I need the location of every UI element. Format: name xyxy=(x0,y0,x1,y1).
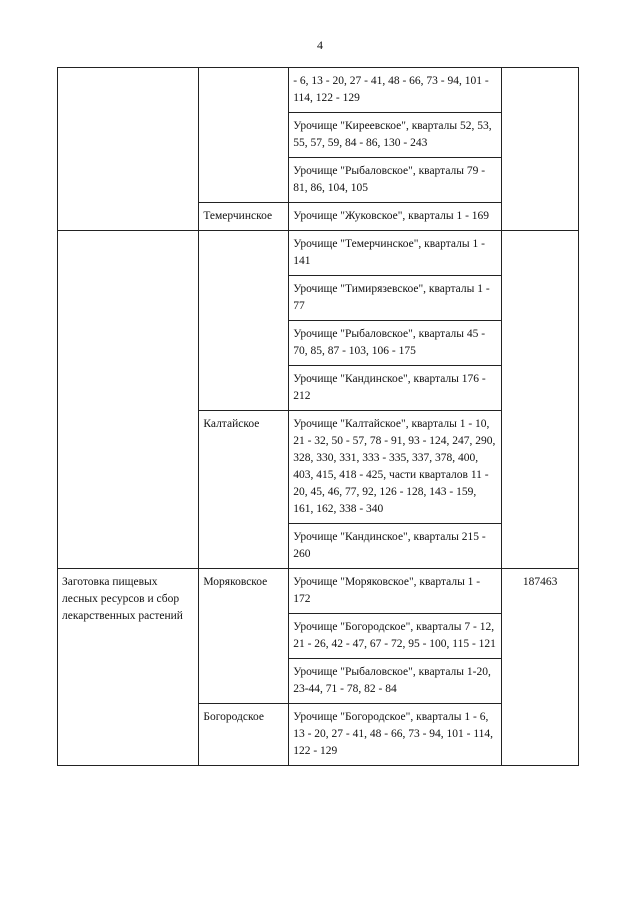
forestry-cell: Темерчинское xyxy=(199,203,289,231)
tract-cell: Урочище "Богородское", кварталы 1 - 6, 13 - 20, 27 - 41, 48 - 66, 73 - 94, 101 - 114, 122 - 129 xyxy=(289,704,502,766)
table-row xyxy=(58,68,579,113)
volume-cell xyxy=(502,231,579,569)
tract-cell: Урочище "Темерчинское", кварталы 1 - 141 xyxy=(289,231,502,276)
page-number: 4 xyxy=(317,38,323,52)
activity-cell xyxy=(58,68,199,231)
forestry-cell: Богородское xyxy=(199,704,289,766)
tract-cell: Урочище "Рыбаловское", кварталы 1-20, 23-44, 71 - 78, 82 - 84 xyxy=(289,659,502,704)
forestry-cell xyxy=(199,231,289,411)
tract-cell: Урочище "Кандинское", кварталы 176 - 212 xyxy=(289,366,502,411)
volume-cell xyxy=(502,68,579,231)
forestry-cell xyxy=(199,68,289,203)
table-row xyxy=(58,569,579,614)
tract-cell: Урочище "Тимирязевское", кварталы 1 - 77 xyxy=(289,276,502,321)
tract-cell: - 6, 13 - 20, 27 - 41, 48 - 66, 73 - 94, 101 - 114, 122 - 129 xyxy=(289,68,502,113)
tract-cell: Урочище "Моряковское", кварталы 1 - 172 xyxy=(289,569,502,614)
forestry-cell: Калтайское xyxy=(199,411,289,569)
forestry-cell: Моряковское xyxy=(199,569,289,704)
tract-cell: Урочище "Киреевское", кварталы 52, 53, 55, 57, 59, 84 - 86, 130 - 243 xyxy=(289,113,502,158)
tract-cell: Урочище "Кандинское", кварталы 215 - 260 xyxy=(289,524,502,569)
table-row xyxy=(58,231,579,276)
activity-cell xyxy=(58,231,199,569)
tract-cell: Урочище "Калтайское", кварталы 1 - 10, 21 - 32, 50 - 57, 78 - 91, 93 - 124, 247, 290, 328, 330, 331, 333 - 335, 337, 378, 400, 403, 415, 418 - 425, части кварталов 11 - 20, 45, 46, 77, 92, 126 - 128, 143 - 159, 161, 162, 338 - 340 xyxy=(289,411,502,524)
tract-cell: Урочище "Рыбаловское", кварталы 79 - 81, 86, 104, 105 xyxy=(289,158,502,203)
activity-cell: Заготовка пищевых лесных ресурсов и сбор лекарственных растений xyxy=(58,569,199,766)
volume-cell: 187463 xyxy=(502,569,579,766)
tract-cell: Урочище "Жуковское", кварталы 1 - 169 xyxy=(289,203,502,231)
forest-use-table xyxy=(57,67,579,766)
tract-cell: Урочище "Богородское", кварталы 7 - 12, 21 - 26, 42 - 47, 67 - 72, 95 - 100, 115 - 121 xyxy=(289,614,502,659)
tract-cell: Урочище "Рыбаловское", кварталы 45 - 70, 85, 87 - 103, 106 - 175 xyxy=(289,321,502,366)
